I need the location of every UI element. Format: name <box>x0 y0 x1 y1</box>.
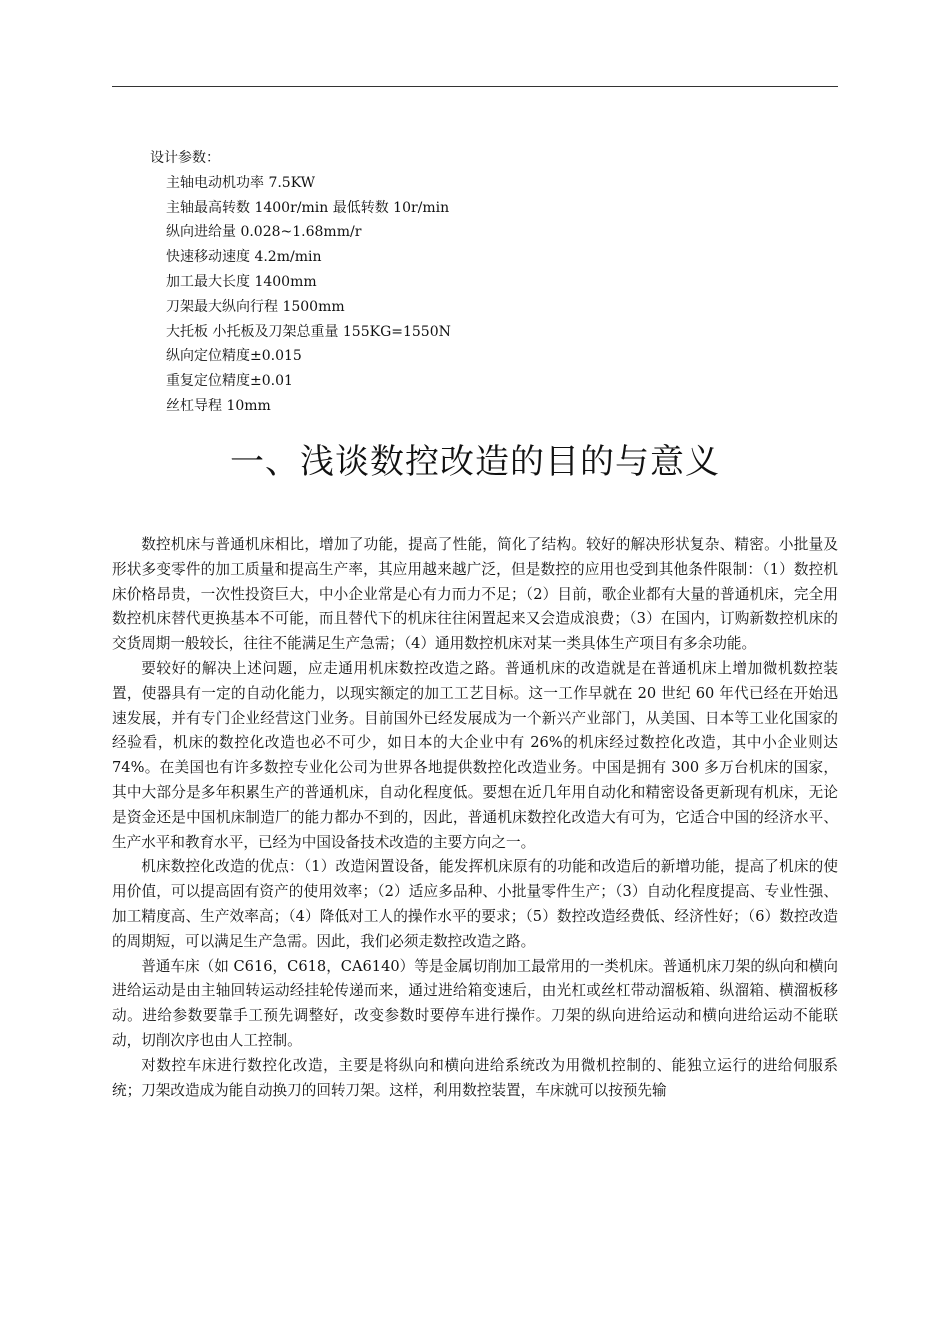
parameter-item: 主轴电动机功率 7.5KW <box>166 174 316 191</box>
parameter-item: 加工最大长度 1400mm <box>166 273 317 290</box>
parameter-item: 纵向进给量 0.028~1.68mm/r <box>166 224 362 241</box>
parameter-item: 主轴最高转数 1400r/min 最低转数 10r/min <box>166 199 450 216</box>
parameter-item: 丝杠导程 10mm <box>166 397 271 414</box>
design-parameters <box>150 146 840 419</box>
parameters-heading: 设计参数： <box>150 150 220 166</box>
section-title: 一、浅谈数控改造的目的与意义 <box>230 442 720 482</box>
parameter-item: 纵向定位精度±0.015 <box>166 348 302 365</box>
header-rule <box>112 86 838 87</box>
paragraph: 普通车床（如 C616，C618，CA6140）等是金属切削加工最常用的一类机床。普通机床刀架的纵向和横向进给运动是由主轴回转运动经挂轮传递而来，通过进给箱变速后，由光杠或丝杠带动溜板箱、纵溜箱、横溜板移动。进给参数要靠手工预先调整好，改变参数时要停车进行操作。刀架的纵向进给运动和横向进给运动不能联动，切削次序也由人工控制。 <box>112 957 838 1049</box>
parameter-item: 快速移动速度 4.2m/min <box>166 249 322 266</box>
paragraph: 对数控车床进行数控化改造，主要是将纵向和横向进给系统改为用微机控制的、能独立运行的进给伺服系统；刀架改造成为能自动换刀的回转刀架。这样，利用数控装置，车床就可以按预先输 <box>112 1056 838 1099</box>
body-text <box>112 533 838 1103</box>
paragraph: 要较好的解决上述问题，应走通用机床数控改造之路。普通机床的改造就是在普通机床上增加微机数控装置，使器具有一定的自动化能力，以现实额定的加工工艺目标。这一工作早就在 20 世纪 60 年代已经在开始迅速发展，并有专门企业经营这门业务。目前国外已经发展成为一个新兴产业部门，从美国、日本等工业化国家的经验看，机床的数控化改造也必不可少，如日本的大企业中有 26%的机床经过数控化改造，其中小企业则达 74%。在美国也有许多数控专业化公司为世界各地提供数控化改造业务。中国是拥有 300 多万台机床的国家，其中大部分是多年积累生产的普通机床，自动化程度低。要想在近几年用自动化和精密设备更新现有机床，无论是资金还是中国机床制造厂的能力都办不到的，因此，普通机床数控化改造大有可为，它适合中国的经济水平、生产水平和教育水平，已经为中国设备技术改造的主要方向之一。 <box>112 659 838 851</box>
paragraph: 数控机床与普通机床相比，增加了功能，提高了性能，简化了结构。较好的解决形状复杂、精密。小批量及形状多变零件的加工质量和提高生产率，其应用越来越广泛，但是数控的应用也受到其他条件限制：（1）数控机床价格昂贵，一次性投资巨大，中小企业常是心有力而力不足；（2）目前，歌企业都有大量的普通机床，完全用数控机床替代更换基本不可能，而且替代下的机床往往闲置起来又会造成浪费；（3）在国内，订购新数控机床的交货周期一般较长，往往不能满足生产急需；（4）通用数控机床对某一类具体生产项目有多余功能。 <box>112 536 838 653</box>
parameter-item: 重复定位精度±0.01 <box>166 373 293 390</box>
paragraph: 机床数控化改造的优点：（1）改造闲置设备，能发挥机床原有的功能和改造后的新增功能，提高了机床的使用价值，可以提高固有资产的使用效率；（2）适应多品种、小批量零件生产；（3）自动化程度提高、专业性强、加工精度高、生产效率高；（4）降低对工人的操作水平的要求；（5）数控改造经费低、经济性好；（6）数控改造的周期短，可以满足生产急需。因此，我们必须走数控改造之路。 <box>112 858 838 950</box>
parameter-item: 大托板 小托板及刀架总重量 155KG=1550N <box>166 323 451 340</box>
parameter-item: 刀架最大纵向行程 1500mm <box>166 298 345 315</box>
